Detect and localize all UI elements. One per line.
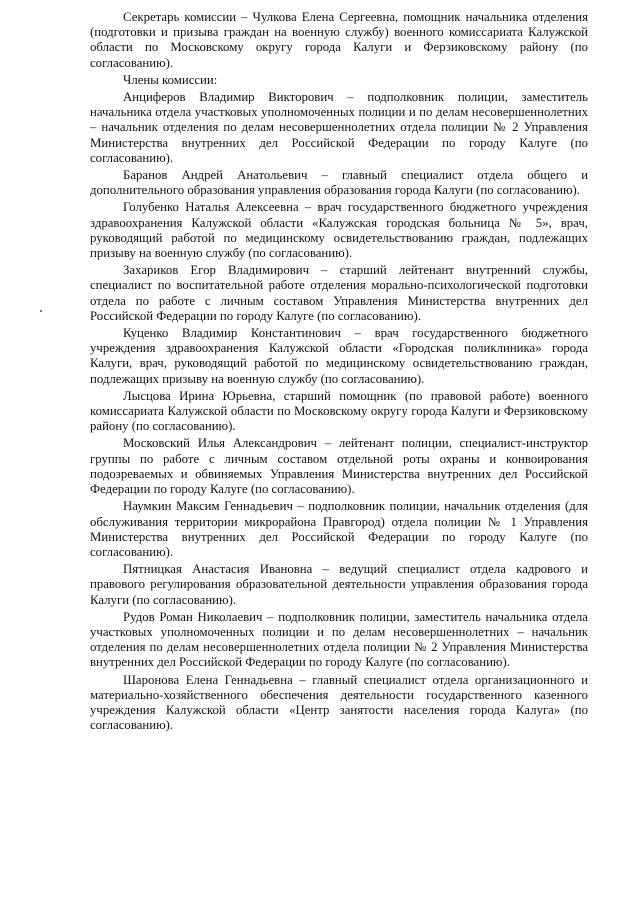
member-golubenko: Голубенко Наталья Алексеевна – врач государственного бюджетного учреждения здравоохранения Калужской области «Калужская городская больница № 5», врач, руководящий работой по медицинскому освидетельствованию граждан, подлежащих призыву на военную службу (по согласованию). bbox=[90, 200, 588, 261]
member-sharonova: Шаронова Елена Геннадьевна – главный специалист отдела организационного и материально-хозяйственного обеспечения деятельности государственного казенного учреждения Калужской области «Центр занятости населения города Калуга» (по согласованию). bbox=[90, 672, 588, 733]
document-page bbox=[90, 10, 588, 733]
secretary-paragraph: Секретарь комиссии – Чулкова Елена Сергеевна, помощник начальника отделения (подготовки и призыва граждан на военную службу) военного комиссариата Калужской области по Московскому округу города Калуги и Ферзиковскому району (по согласованию). bbox=[90, 10, 588, 70]
member-naumkin: Наумкин Максим Геннадьевич – подполковник полиции, начальник отделения (для обслуживания территории микрорайона Правгород) отдела полиции № 1 Управления Министерства внутренних дел Российской Федерации по городу Калуге (по согласованию). bbox=[90, 499, 588, 559]
member-pyatnitskaya: Пятницкая Анастасия Ивановна – ведущий специалист отдела кадрового и правового регулирования образовательной деятельности управления образования города Калуги (по согласованию). bbox=[90, 562, 588, 607]
member-moskovsky: Московский Илья Александрович – лейтенант полиции, специалист-инструктор группы по работе с личным составом отдельной роты охраны и конвоирования подозреваемых и обвиняемых Управления Министерства внутренних дел Российской Федерации по городу Калуге (по согласованию). bbox=[90, 436, 588, 497]
members-heading: Члены комиссии: bbox=[123, 72, 218, 87]
member-baranov: Баранов Андрей Анатольевич – главный специалист отдела общего и дополнительного образования управления образования города Калуги (по согласованию). bbox=[90, 168, 588, 198]
member-lystsova: Лысцова Ирина Юрьевна, старший помощник (по правовой работе) военного комиссариата Калужской области по Московскому округу города Калуги и Ферзиковскому району (по согласованию). bbox=[90, 388, 588, 434]
member-antsiferov: Анциферов Владимир Викторович – подполковник полиции, заместитель начальника отдела участковых уполномоченных полиции и по делам несовершеннолетних – начальник отделения по делам несовершеннолетних отдела полиции № 2 Управления Министерства внутренних дел Российской Федерации по городу Калуге (по согласованию). bbox=[90, 90, 588, 165]
member-kutsenko: Куценко Владимир Константинович – врач государственного бюджетного учреждения здравоохранения Калужской области «Городская поликлиника» города Калуги, врач, руководящий работой по медицинскому освидетельствованию граждан, подлежащих призыву на военную службу (по согласованию). bbox=[90, 326, 588, 386]
member-rudov: Рудов Роман Николаевич – подполковник полиции, заместитель начальника отдела участковых уполномоченных полиции и по делам несовершеннолетних – начальник отделения по делам несовершеннолетних отдела полиции № 2 Управления Министерства внутренних дел Российской Федерации по городу Калуге (по согласованию). bbox=[90, 609, 588, 670]
member-zakharikov: Захариков Егор Владимирович – старший лейтенант внутренний службы, специалист по воспитательной работе отделения морально-психологической подготовки отдела по работе с личным составом Управления Министерства внутренних дел Российской Федерации по городу Калуге (по согласованию). bbox=[90, 263, 588, 323]
scan-speck bbox=[40, 310, 42, 312]
